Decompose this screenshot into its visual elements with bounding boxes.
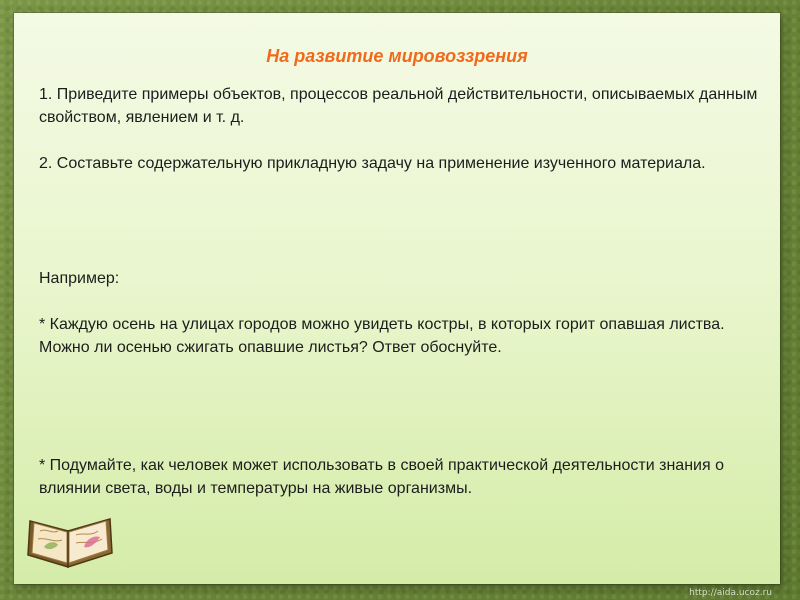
slide-title: На развитие мировоззрения xyxy=(266,46,528,66)
slide-panel xyxy=(14,13,780,584)
example-item-2: * Подумайте, как человек может использовать в своей практической деятельности знания о влиянии света, воды и температуры на живые организмы. xyxy=(39,457,724,497)
example-label: Например: xyxy=(39,270,120,287)
open-book-icon xyxy=(24,501,116,573)
task-item-1: 1. Приведите примеры объектов, процессов реальной действительности, описываемых данным свойством, явлением и т. д. xyxy=(39,86,758,126)
example-item-1: * Каждую осень на улицах городов можно увидеть костры, в которых горит опавшая листва. Можно ли осенью сжигать опавшие листья? Ответ обоснуйте. xyxy=(39,316,725,356)
watermark-text: http://aida.ucoz.ru xyxy=(689,588,772,598)
task-item-2: 2. Составьте содержательную прикладную задачу на применение изученного материала. xyxy=(39,155,706,172)
